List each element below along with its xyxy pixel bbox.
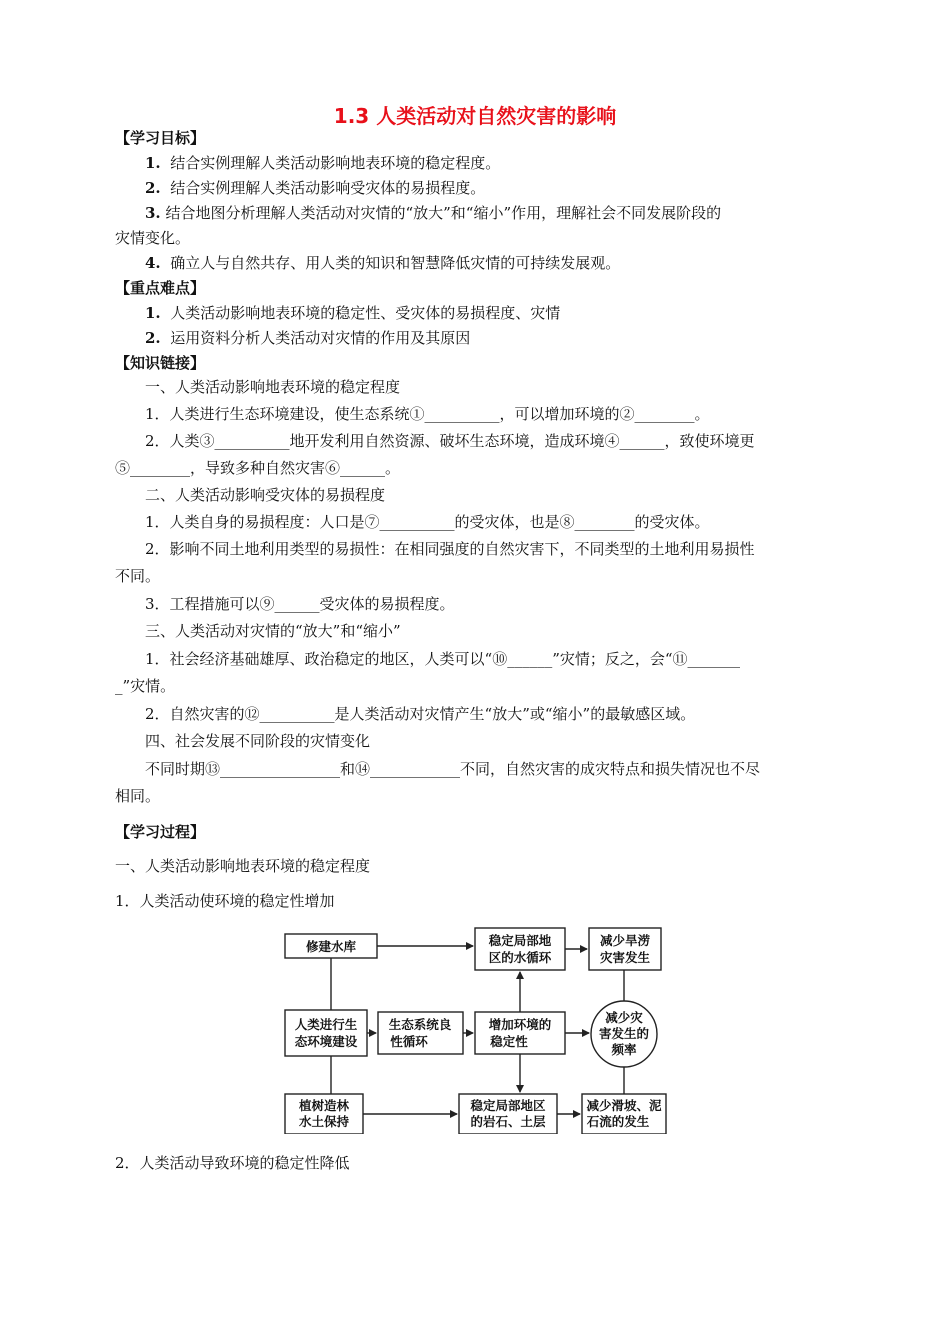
knowledge-line: ⑤________，导致多种自然灾害⑥______。 xyxy=(115,459,401,477)
label-frequency: 频率 xyxy=(611,1042,637,1057)
keypoint-item: 1. 人类活动影响地表环境的稳定性、受灾体的易损程度、灾情 xyxy=(145,304,561,322)
label-stable-water: 稳定局部地 xyxy=(488,933,552,948)
label-drought: 减少旱涝 xyxy=(599,933,651,948)
label-eco-cycle: 生态系统良 xyxy=(388,1017,452,1032)
knowledge-line: 一、人类活动影响地表环境的稳定程度 xyxy=(145,378,401,396)
label-afforest: 水土保持 xyxy=(298,1114,350,1129)
keypoint-item: 2. 运用资料分析人类活动对灾情的作用及其原因 xyxy=(145,329,471,347)
knowledge-line: 2．自然灾害的⑫__________是人类活动对灾情产生“放大”或“缩小”的最敏感区域。 xyxy=(145,705,696,723)
label-frequency: 减少灾 xyxy=(605,1010,643,1025)
goal-item: 1. 结合实例理解人类活动影响地表环境的稳定程度。 xyxy=(145,154,501,172)
process-subsection-title: 1．人类活动使环境的稳定性增加 xyxy=(115,892,335,910)
goal-item: 4. 确立人与自然共存、用人类的知识和智慧降低灾情的可持续发展观。 xyxy=(145,254,621,272)
knowledge-line: 相同。 xyxy=(115,787,161,805)
knowledge-line: 1．人类自身的易损程度：人口是⑦__________的受灾体，也是⑧________的受灾体。 xyxy=(145,513,710,531)
process-section-title: 一、人类活动影响地表环境的稳定程度 xyxy=(115,857,371,875)
label-stable-rock: 的岩石、土层 xyxy=(470,1114,546,1129)
flow-diagram xyxy=(282,922,672,1134)
label-eco-cycle: 性循环 xyxy=(390,1034,428,1049)
knowledge-line: 不同时期⑬________________和⑭____________不同，自然灾害的成灾特点和损失情况也不尽 xyxy=(145,760,761,778)
knowledge-line: 3．工程措施可以⑨______受灾体的易损程度。 xyxy=(145,595,455,613)
goal-item: 3. 结合地图分析理解人类活动对灾情的“放大”和“缩小”作用，理解社会不同发展阶段的 xyxy=(145,204,722,222)
label-frequency: 害发生的 xyxy=(598,1026,650,1041)
label-afforest: 植树造林 xyxy=(298,1098,350,1113)
label-stability: 稳定性 xyxy=(490,1034,528,1049)
knowledge-line: _”灾情。 xyxy=(115,677,176,695)
label-eco-build: 人类进行生 xyxy=(294,1017,358,1032)
knowledge-line: 2．影响不同土地利用类型的易损性：在相同强度的自然灾害下，不同类型的土地利用易损性 xyxy=(145,540,755,558)
label-reservoir: 修建水库 xyxy=(305,939,357,954)
knowledge-line: 2．人类③__________地开发利用自然资源、破坏生态环境，造成环境④______，致使环境更 xyxy=(145,432,755,450)
label-landslide: 减少滑坡、泥 xyxy=(586,1098,662,1113)
goal-item-continued: 灾情变化。 xyxy=(115,229,191,247)
process-subsection-title: 2．人类活动导致环境的稳定性降低 xyxy=(115,1154,350,1172)
knowledge-line: 三、人类活动对灾情的“放大”和“缩小” xyxy=(145,622,401,640)
knowledge-line: 1．人类进行生态环境建设，使生态系统①__________，可以增加环境的②________。 xyxy=(145,405,710,423)
label-stable-water: 区的水循环 xyxy=(488,950,552,965)
knowledge-line: 四、社会发展不同阶段的灾情变化 xyxy=(145,732,371,750)
knowledge-line: 1．社会经济基础雄厚、政治稳定的地区，人类可以“⑩______”灾情；反之，会“⑪_______ xyxy=(145,650,741,668)
label-landslide: 石流的发生 xyxy=(586,1114,650,1129)
goals-heading: 【学习目标】 xyxy=(115,129,206,147)
process-heading: 【学习过程】 xyxy=(115,823,206,841)
label-stable-rock: 稳定局部地区 xyxy=(470,1098,546,1113)
knowledge-heading: 【知识链接】 xyxy=(115,354,206,372)
keypoints-heading: 【重点难点】 xyxy=(115,279,206,297)
label-drought: 灾害发生 xyxy=(599,950,651,965)
page-title: 1.3 人类活动对自然灾害的影响 xyxy=(333,104,617,128)
knowledge-line: 不同。 xyxy=(115,567,161,585)
knowledge-line: 二、人类活动影响受灾体的易损程度 xyxy=(145,486,386,504)
label-eco-build: 态环境建设 xyxy=(294,1034,358,1049)
label-stability: 增加环境的 xyxy=(488,1017,552,1032)
goal-item: 2. 结合实例理解人类活动影响受灾体的易损程度。 xyxy=(145,179,486,197)
